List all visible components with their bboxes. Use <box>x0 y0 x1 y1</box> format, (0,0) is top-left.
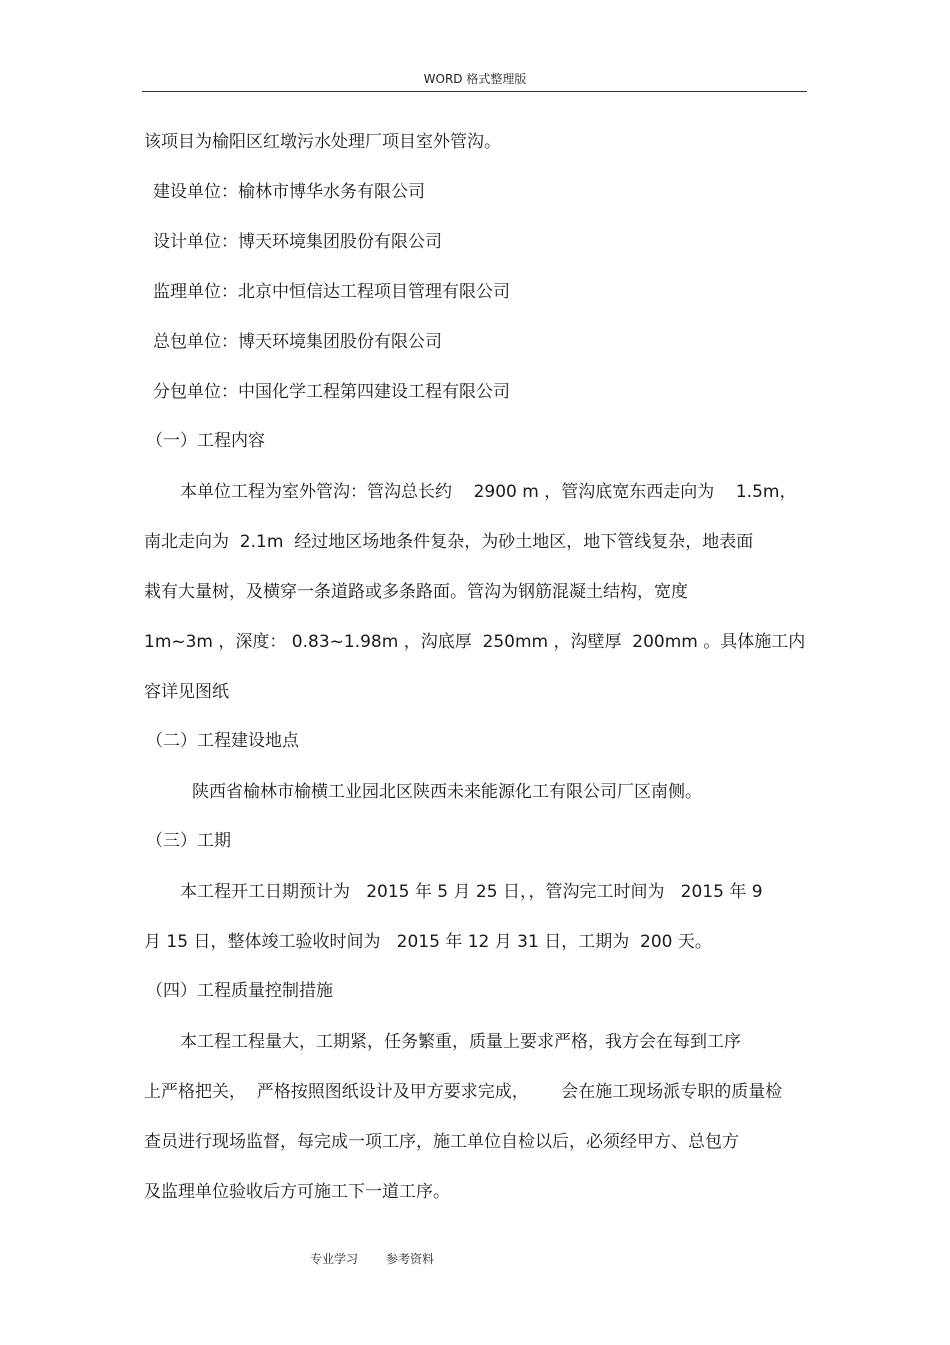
quality-paragraph-line: 及监理单位验收后方可施工下一道工序。 <box>144 1182 450 1202</box>
section-heading-1: （一）工程内容 <box>146 431 265 451</box>
section-heading-3: （三）工期 <box>146 831 231 851</box>
footer-left-label: 专业学习 <box>310 1252 359 1266</box>
schedule-line: 月 15 日，整体竣工验收时间为 2015 年 12 月 31 日，工期为 200 天。 <box>144 932 712 952</box>
paragraph-line: 容详见图纸 <box>144 682 229 702</box>
subcontractor-line: 分包单位：中国化学工程第四建设工程有限公司 <box>153 382 510 402</box>
page-footer <box>310 1250 434 1267</box>
footer-right-label: 参考资料 <box>386 1252 435 1266</box>
design-unit-line: 设计单位：博天环境集团股份有限公司 <box>153 232 442 252</box>
general-contractor-line: 总包单位：博天环境集团股份有限公司 <box>153 332 442 352</box>
quality-paragraph-line: 上严格把关， 严格按照图纸设计及甲方要求完成， 会在施工现场派专职的质量检 <box>144 1082 783 1102</box>
construction-unit-line: 建设单位：榆林市博华水务有限公司 <box>153 182 425 202</box>
paragraph-line: 南北走向为 2.1m 经过地区场地条件复杂，为砂土地区，地下管线复杂，地表面 <box>144 532 754 552</box>
paragraph-line: 栽有大量树，及横穿一条道路或多条路面。管沟为钢筋混凝土结构，宽度 <box>144 582 688 602</box>
page-header-title: WORD 格式整理版 <box>423 72 527 86</box>
project-intro-line: 该项目为榆阳区红墩污水处理厂项目室外管沟。 <box>144 132 501 152</box>
quality-paragraph-line: 查员进行现场监督，每完成一项工序，施工单位自检以后，必须经甲方、总包方 <box>144 1132 739 1152</box>
schedule-line: 本工程开工日期预计为 2015 年 5 月 25 日，，管沟完工时间为 2015 年 9 <box>180 882 763 902</box>
paragraph-line: 1m~3m ，深度： 0.83~1.98m ，沟底厚 250mm ，沟壁厚 200mm 。具体施工内 <box>144 632 806 652</box>
location-line: 陕西省榆林市榆横工业园北区陕西未来能源化工有限公司厂区南侧。 <box>192 782 702 802</box>
quality-paragraph-line: 本工程工程量大，工期紧，任务繁重，质量上要求严格，我方会在每到工序 <box>180 1032 741 1052</box>
header-divider <box>142 91 807 92</box>
section-heading-2: （二）工程建设地点 <box>146 731 299 751</box>
supervision-unit-line: 监理单位：北京中恒信达工程项目管理有限公司 <box>153 282 510 302</box>
paragraph-line: 本单位工程为室外管沟：管沟总长约 2900 m ，管沟底宽东西走向为 1.5m， <box>180 482 797 502</box>
section-heading-4: （四）工程质量控制措施 <box>146 981 333 1001</box>
